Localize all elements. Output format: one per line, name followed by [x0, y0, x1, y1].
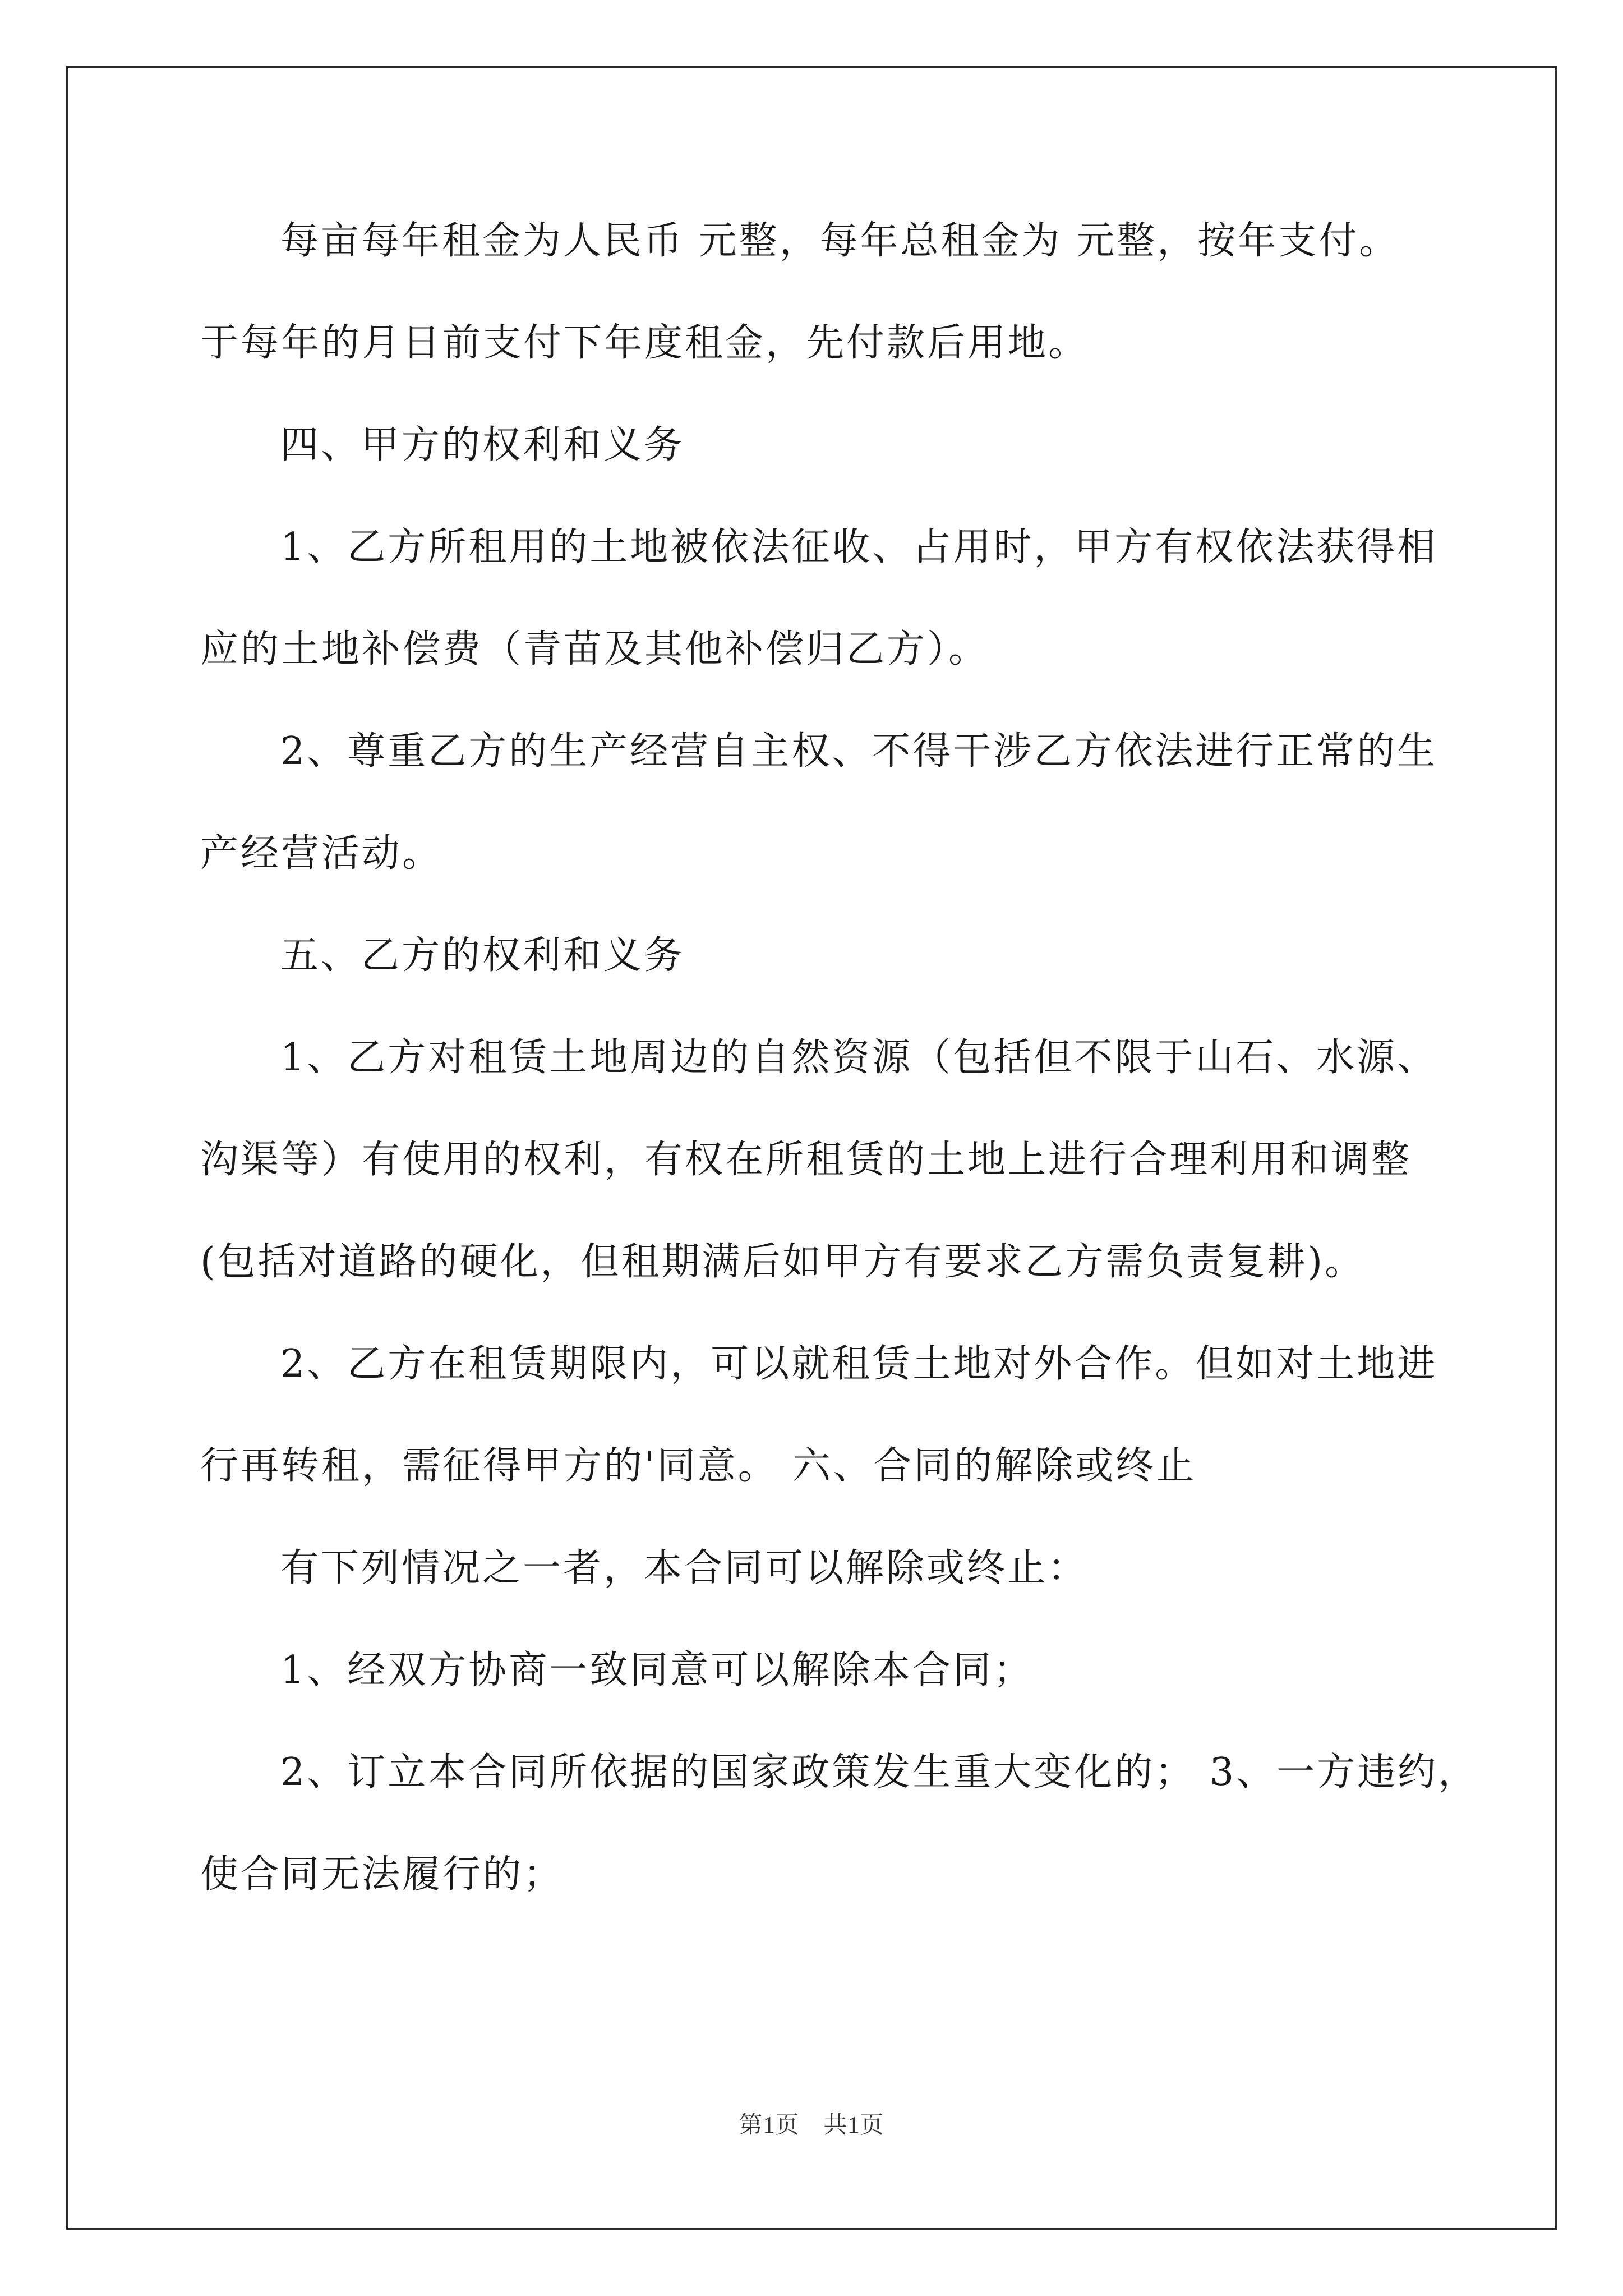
page-number-footer: 第1页 共1页 — [739, 2113, 884, 2138]
paragraph-line: 使合同无法履行的； — [200, 1852, 564, 1897]
paragraph-line: 1、乙方所租用的土地被依法征收、占用时，甲方有权依法获得相 — [280, 525, 1438, 569]
paragraph-line: 2、乙方在租赁期限内，可以就租赁土地对外合作。但如对土地进 — [280, 1342, 1438, 1386]
paragraph-line: 行再转租，需征得甲方的'同意。 六、合同的解除或终止 — [200, 1444, 1197, 1488]
paragraph-line: 2、尊重乙方的生产经营自主权、不得干涉乙方依法进行正常的生 — [280, 729, 1438, 774]
paragraph-line: (包括对道路的硬化，但租期满后如甲方有要求乙方需负责复耕)。 — [200, 1240, 1366, 1284]
paragraph-line: 应的土地补偿费（青苗及其他补偿归乙方）。 — [200, 627, 989, 671]
paragraph-line: 有下列情况之一者，本合同可以解除或终止： — [280, 1546, 1089, 1590]
section-heading: 五、乙方的权利和义务 — [280, 933, 685, 978]
section-heading: 四、甲方的权利和义务 — [280, 423, 685, 467]
paragraph-line: 2、订立本合同所依据的国家政策发生重大变化的； 3、一方违约， — [280, 1750, 1479, 1795]
paragraph-line: 于每年的月日前支付下年度租金，先付款后用地。 — [200, 321, 1089, 365]
paragraph-line: 沟渠等）有使用的权利，有权在所租赁的土地上进行合理利用和调整 — [200, 1138, 1412, 1182]
paragraph-line: 每亩每年租金为人民币 元整，每年总租金为 元整，按年支付。 — [280, 219, 1400, 263]
paragraph-line: 1、经双方协商一致同意可以解除本合同； — [280, 1648, 1034, 1692]
paragraph-line: 产经营活动。 — [200, 831, 443, 876]
paragraph-line: 1、乙方对租赁土地周边的自然资源（包括但不限于山石、水源、 — [280, 1036, 1438, 1080]
